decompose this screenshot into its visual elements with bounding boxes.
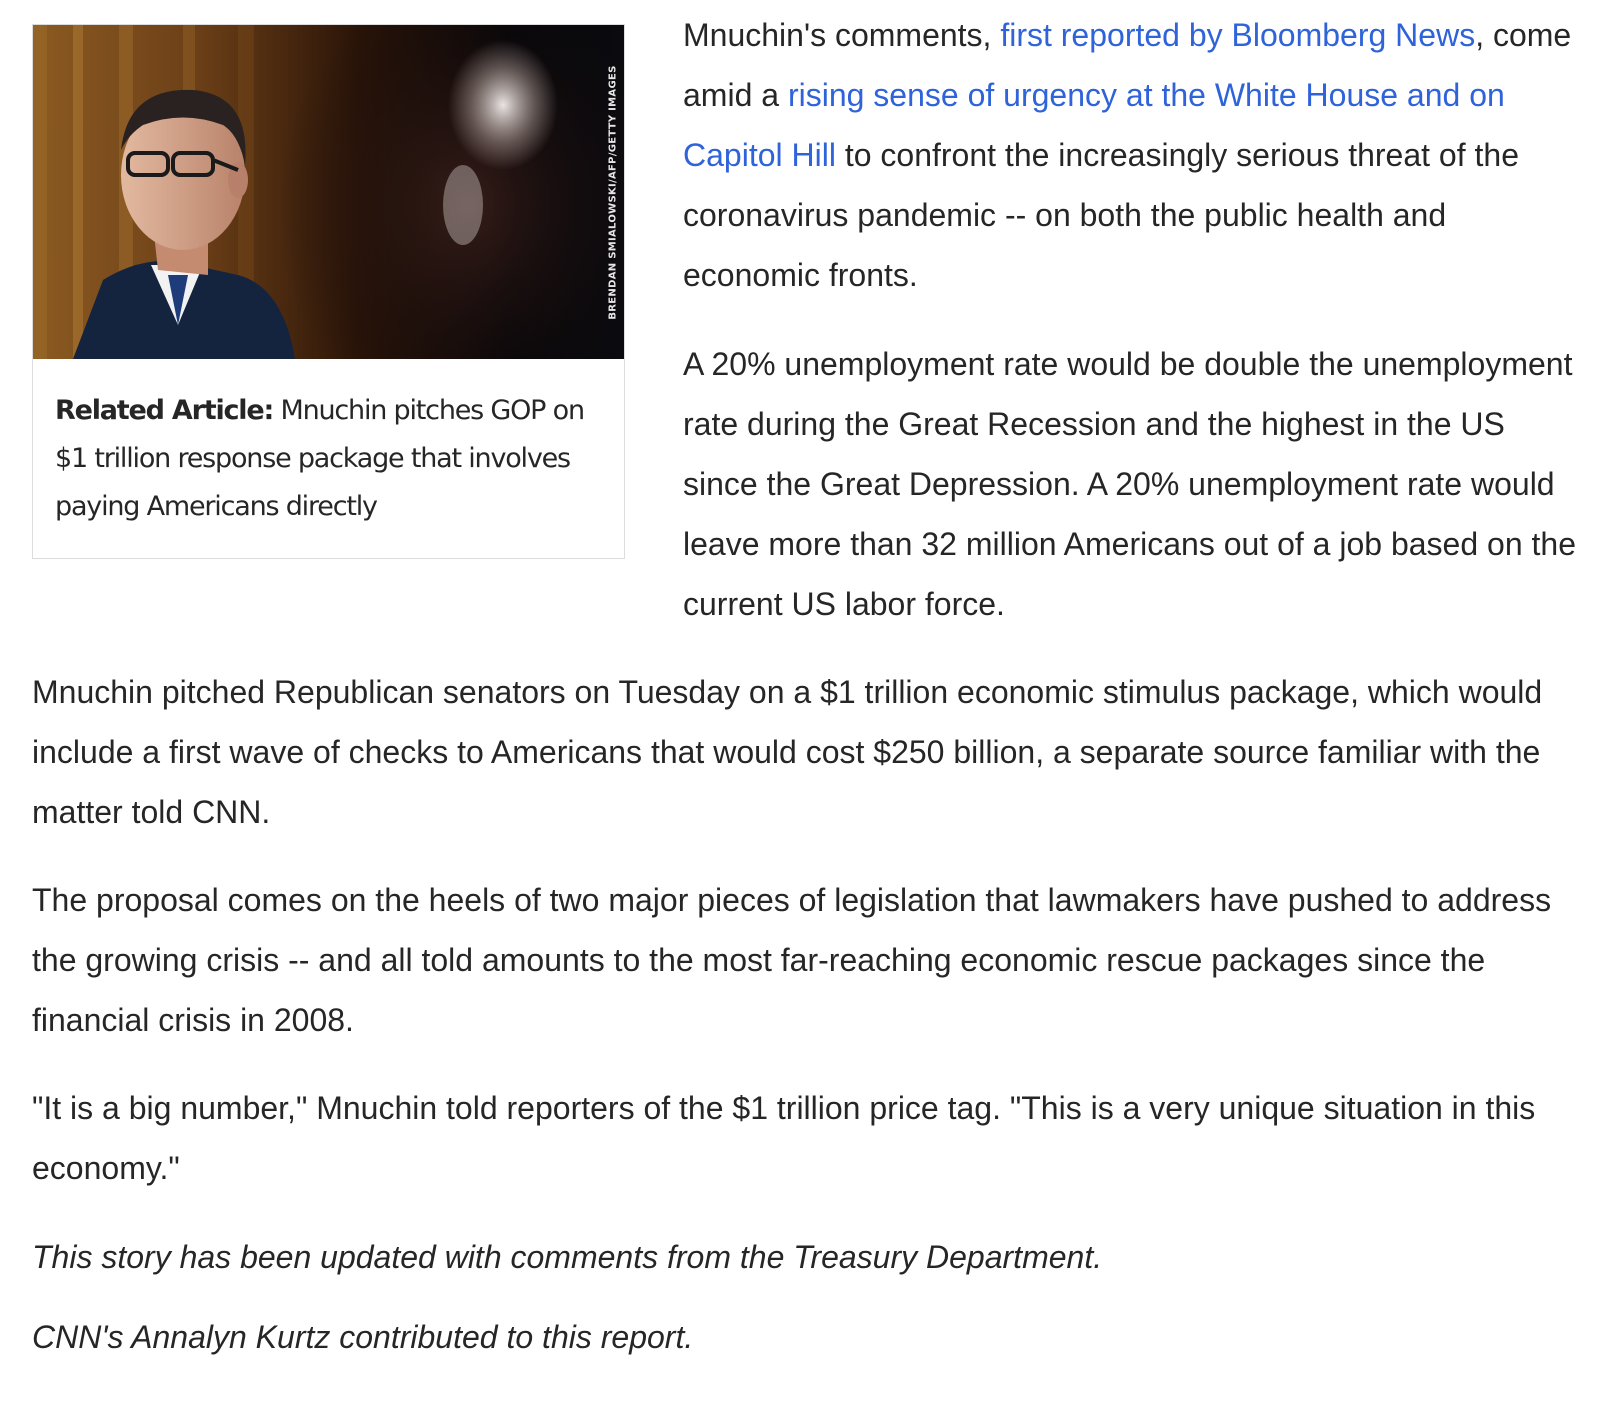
related-article-photo[interactable]	[33, 25, 624, 359]
paragraph: Mnuchin's comments, first reported by Bloomberg News, come amid a rising sense of urgency at the White House and on Capitol Hill to confront the increasingly serious threat of the coronavirus pandemic -- on both the public health and economic fronts.	[683, 17, 1572, 293]
urgency-link[interactable]: rising sense of urgency at the White House and on Capitol Hill	[683, 77, 1505, 173]
related-article-title[interactable]: Mnuchin pitches GOP on $1 trillion response package that involves paying Americans directly	[55, 395, 584, 522]
paragraph: Mnuchin pitched Republican senators on Tuesday on a $1 trillion economic stimulus package, which would include a first wave of checks to Americans that would cost $250 billion, a separate source familiar with the matter told CNN.	[32, 674, 1543, 830]
paragraph: A 20% unemployment rate would be double the unemployment rate during the Great Recession and the highest in the US since the Great Depression. A 20% unemployment rate would leave more than 32 million Americans out of a job based on the current US labor force.	[683, 346, 1576, 622]
bloomberg-link[interactable]: first reported by Bloomberg News	[1000, 17, 1476, 53]
paragraph: The proposal comes on the heels of two major pieces of legislation that lawmakers have pushed to address the growing crisis -- and all told amounts to the most far-reaching economic rescue packages since the financial crisis in 2008.	[32, 882, 1552, 1038]
paragraph: "It is a big number," Mnuchin told reporters of the $1 trillion price tag. "This is a very unique situation in this economy."	[32, 1090, 1536, 1186]
photo-credit: BRENDAN SMIALOWSKI/AFP/GETTY IMAGES	[607, 64, 619, 320]
contributor-credit: CNN's Annalyn Kurtz contributed to this report.	[32, 1319, 694, 1355]
related-article-caption[interactable]	[33, 359, 624, 531]
update-note: This story has been updated with comments from the Treasury Department.	[32, 1239, 1103, 1275]
related-article-card[interactable]	[32, 24, 625, 559]
article-body	[32, 0, 1587, 1367]
related-article-label: Related Article:	[55, 395, 274, 426]
